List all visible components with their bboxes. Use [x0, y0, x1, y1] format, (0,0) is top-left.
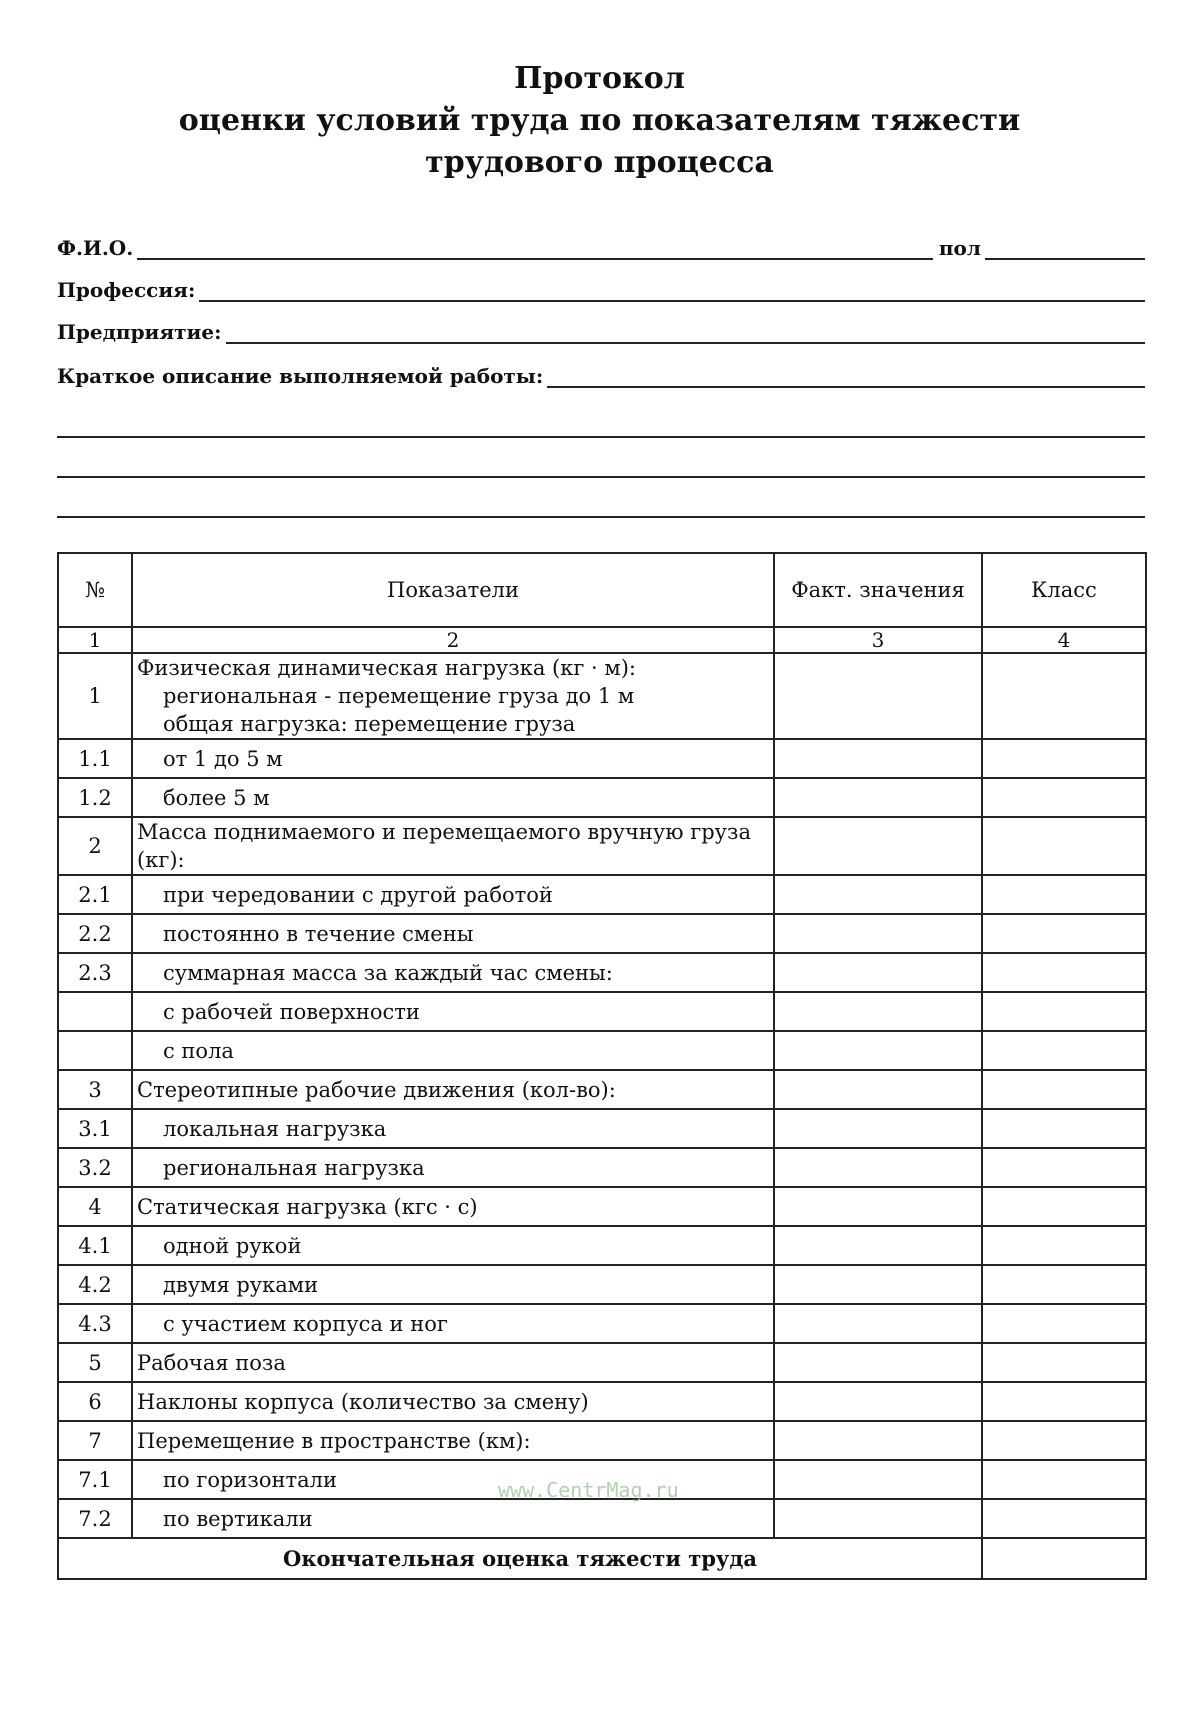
row-indicator: суммарная масса за каждый час смены:	[132, 953, 774, 992]
title-line-2: оценки условий труда по показателям тяжести	[178, 103, 1021, 138]
class-cell[interactable]	[982, 1343, 1146, 1382]
table-row	[58, 1148, 1146, 1187]
class-cell[interactable]	[982, 1382, 1146, 1421]
table-row	[58, 1031, 1146, 1070]
column-number: 3	[774, 627, 982, 653]
row-number: 2.2	[58, 914, 132, 953]
row-indicator: одной рукой	[132, 1226, 774, 1265]
row-number: 4.2	[58, 1265, 132, 1304]
class-cell[interactable]	[982, 739, 1146, 778]
class-cell[interactable]	[982, 1031, 1146, 1070]
description-line-3[interactable]	[57, 476, 1145, 478]
title-line-1: Протокол	[514, 61, 685, 96]
value-cell[interactable]	[774, 1499, 982, 1538]
row-number: 7	[58, 1421, 132, 1460]
row-number: 6	[58, 1382, 132, 1421]
class-cell[interactable]	[982, 1148, 1146, 1187]
row-number: 3.2	[58, 1148, 132, 1187]
sex-label: пол	[938, 236, 981, 260]
class-cell[interactable]	[982, 817, 1146, 875]
row-indicator: по горизонтали	[132, 1460, 774, 1499]
table-row	[58, 1304, 1146, 1343]
enterprise-input-line[interactable]	[226, 320, 1146, 344]
row-number: 4	[58, 1187, 132, 1226]
profession-label: Профессия:	[57, 278, 196, 302]
row-indicator: с участием корпуса и ног	[132, 1304, 774, 1343]
class-cell[interactable]	[982, 1265, 1146, 1304]
row-number: 1.2	[58, 778, 132, 817]
row-indicator: с пола	[132, 1031, 774, 1070]
row-number: 7.2	[58, 1499, 132, 1538]
value-cell[interactable]	[774, 1109, 982, 1148]
row-indicator: при чередовании с другой работой	[132, 875, 774, 914]
table-row	[58, 817, 1146, 875]
enterprise-label: Предприятие:	[57, 320, 222, 344]
class-cell[interactable]	[982, 1421, 1146, 1460]
column-number: 1	[58, 627, 132, 653]
row-indicator: с рабочей поверхности	[132, 992, 774, 1031]
table-row	[58, 1343, 1146, 1382]
value-cell[interactable]	[774, 1304, 982, 1343]
table-row	[58, 1421, 1146, 1460]
row-indicator: локальная нагрузка	[132, 1109, 774, 1148]
indicator-line: общая нагрузка: перемещение груза	[163, 712, 576, 736]
indicator-line: региональная - перемещение груза до 1 м	[163, 684, 635, 708]
row-indicator: Масса поднимаемого и перемещаемого вручную груза (кг):	[132, 817, 774, 875]
document-title	[0, 58, 1199, 184]
indicators-table	[57, 552, 1147, 1580]
class-cell[interactable]	[982, 1499, 1146, 1538]
value-cell[interactable]	[774, 914, 982, 953]
table-row	[58, 653, 1146, 739]
description-input-line[interactable]	[547, 364, 1145, 388]
value-cell[interactable]	[774, 875, 982, 914]
column-number-row	[58, 627, 1146, 653]
class-cell[interactable]	[982, 875, 1146, 914]
table-row	[58, 875, 1146, 914]
fio-input-line[interactable]	[137, 236, 933, 260]
row-number	[58, 992, 132, 1031]
row-number	[58, 1031, 132, 1070]
fio-label: Ф.И.О.	[57, 236, 134, 260]
row-number: 2.3	[58, 953, 132, 992]
value-cell[interactable]	[774, 653, 982, 739]
table-row	[58, 1109, 1146, 1148]
profession-row	[57, 278, 1145, 302]
row-indicator: от 1 до 5 м	[132, 739, 774, 778]
class-cell[interactable]	[982, 953, 1146, 992]
row-indicator: Наклоны корпуса (количество за смену)	[132, 1382, 774, 1421]
value-cell[interactable]	[774, 1070, 982, 1109]
final-class-cell[interactable]	[982, 1538, 1146, 1579]
class-cell[interactable]	[982, 1304, 1146, 1343]
table-row	[58, 1382, 1146, 1421]
value-cell[interactable]	[774, 778, 982, 817]
value-cell[interactable]	[774, 1382, 982, 1421]
row-number: 2.1	[58, 875, 132, 914]
row-indicator: двумя руками	[132, 1265, 774, 1304]
header-class: Класс	[982, 553, 1146, 627]
row-indicator: Перемещение в пространстве (км):	[132, 1421, 774, 1460]
row-number: 4.3	[58, 1304, 132, 1343]
final-assessment-row	[58, 1538, 1146, 1579]
class-cell[interactable]	[982, 914, 1146, 953]
table-row	[58, 953, 1146, 992]
description-line-4[interactable]	[57, 516, 1145, 518]
value-cell[interactable]	[774, 1421, 982, 1460]
table-header-row	[58, 553, 1146, 627]
row-indicator: Рабочая поза	[132, 1343, 774, 1382]
description-line-2[interactable]	[57, 436, 1145, 438]
class-cell[interactable]	[982, 1070, 1146, 1109]
description-label: Краткое описание выполняемой работы:	[57, 364, 544, 388]
table-row	[58, 739, 1146, 778]
value-cell[interactable]	[774, 1226, 982, 1265]
row-indicator: Стереотипные рабочие движения (кол-во):	[132, 1070, 774, 1109]
table-row	[58, 1499, 1146, 1538]
value-cell[interactable]	[774, 1187, 982, 1226]
final-assessment-label: Окончательная оценка тяжести труда	[58, 1538, 982, 1579]
class-cell[interactable]	[982, 778, 1146, 817]
class-cell[interactable]	[982, 1187, 1146, 1226]
row-number: 4.1	[58, 1226, 132, 1265]
watermark: www.CentrMag.ru	[498, 1478, 679, 1502]
indicator-line: Физическая динамическая нагрузка (кг · м):	[137, 656, 636, 680]
row-indicator: Статическая нагрузка (кгс · с)	[132, 1187, 774, 1226]
title-line-3: трудового процесса	[425, 145, 774, 180]
table-row	[58, 1226, 1146, 1265]
table-row	[58, 778, 1146, 817]
enterprise-row	[57, 320, 1145, 344]
value-cell[interactable]	[774, 953, 982, 992]
row-indicator	[132, 653, 774, 739]
value-cell[interactable]	[774, 1343, 982, 1382]
table-row	[58, 914, 1146, 953]
row-number: 5	[58, 1343, 132, 1382]
row-indicator: более 5 м	[132, 778, 774, 817]
sex-input-line[interactable]	[985, 236, 1145, 260]
value-cell[interactable]	[774, 1265, 982, 1304]
row-indicator: по вертикали	[132, 1499, 774, 1538]
row-number: 1.1	[58, 739, 132, 778]
row-number: 3.1	[58, 1109, 132, 1148]
column-number: 4	[982, 627, 1146, 653]
class-cell[interactable]	[982, 992, 1146, 1031]
description-row	[57, 364, 1145, 388]
column-number: 2	[132, 627, 774, 653]
header-values: Факт. значения	[774, 553, 982, 627]
profession-input-line[interactable]	[199, 278, 1145, 302]
row-indicator: постоянно в течение смены	[132, 914, 774, 953]
value-cell[interactable]	[774, 739, 982, 778]
fio-row	[57, 236, 1145, 260]
row-number: 7.1	[58, 1460, 132, 1499]
value-cell[interactable]	[774, 1148, 982, 1187]
class-cell[interactable]	[982, 653, 1146, 739]
class-cell[interactable]	[982, 1226, 1146, 1265]
row-number: 1	[58, 653, 132, 739]
value-cell[interactable]	[774, 1031, 982, 1070]
table-row	[58, 1265, 1146, 1304]
header-num: №	[58, 553, 132, 627]
class-cell[interactable]	[982, 1109, 1146, 1148]
table-row	[58, 1187, 1146, 1226]
row-number: 3	[58, 1070, 132, 1109]
value-cell[interactable]	[774, 992, 982, 1031]
table-row	[58, 992, 1146, 1031]
row-indicator: региональная нагрузка	[132, 1148, 774, 1187]
row-number: 2	[58, 817, 132, 875]
value-cell[interactable]	[774, 1460, 982, 1499]
table-row	[58, 1070, 1146, 1109]
class-cell[interactable]	[982, 1460, 1146, 1499]
value-cell[interactable]	[774, 817, 982, 875]
header-indicators: Показатели	[132, 553, 774, 627]
